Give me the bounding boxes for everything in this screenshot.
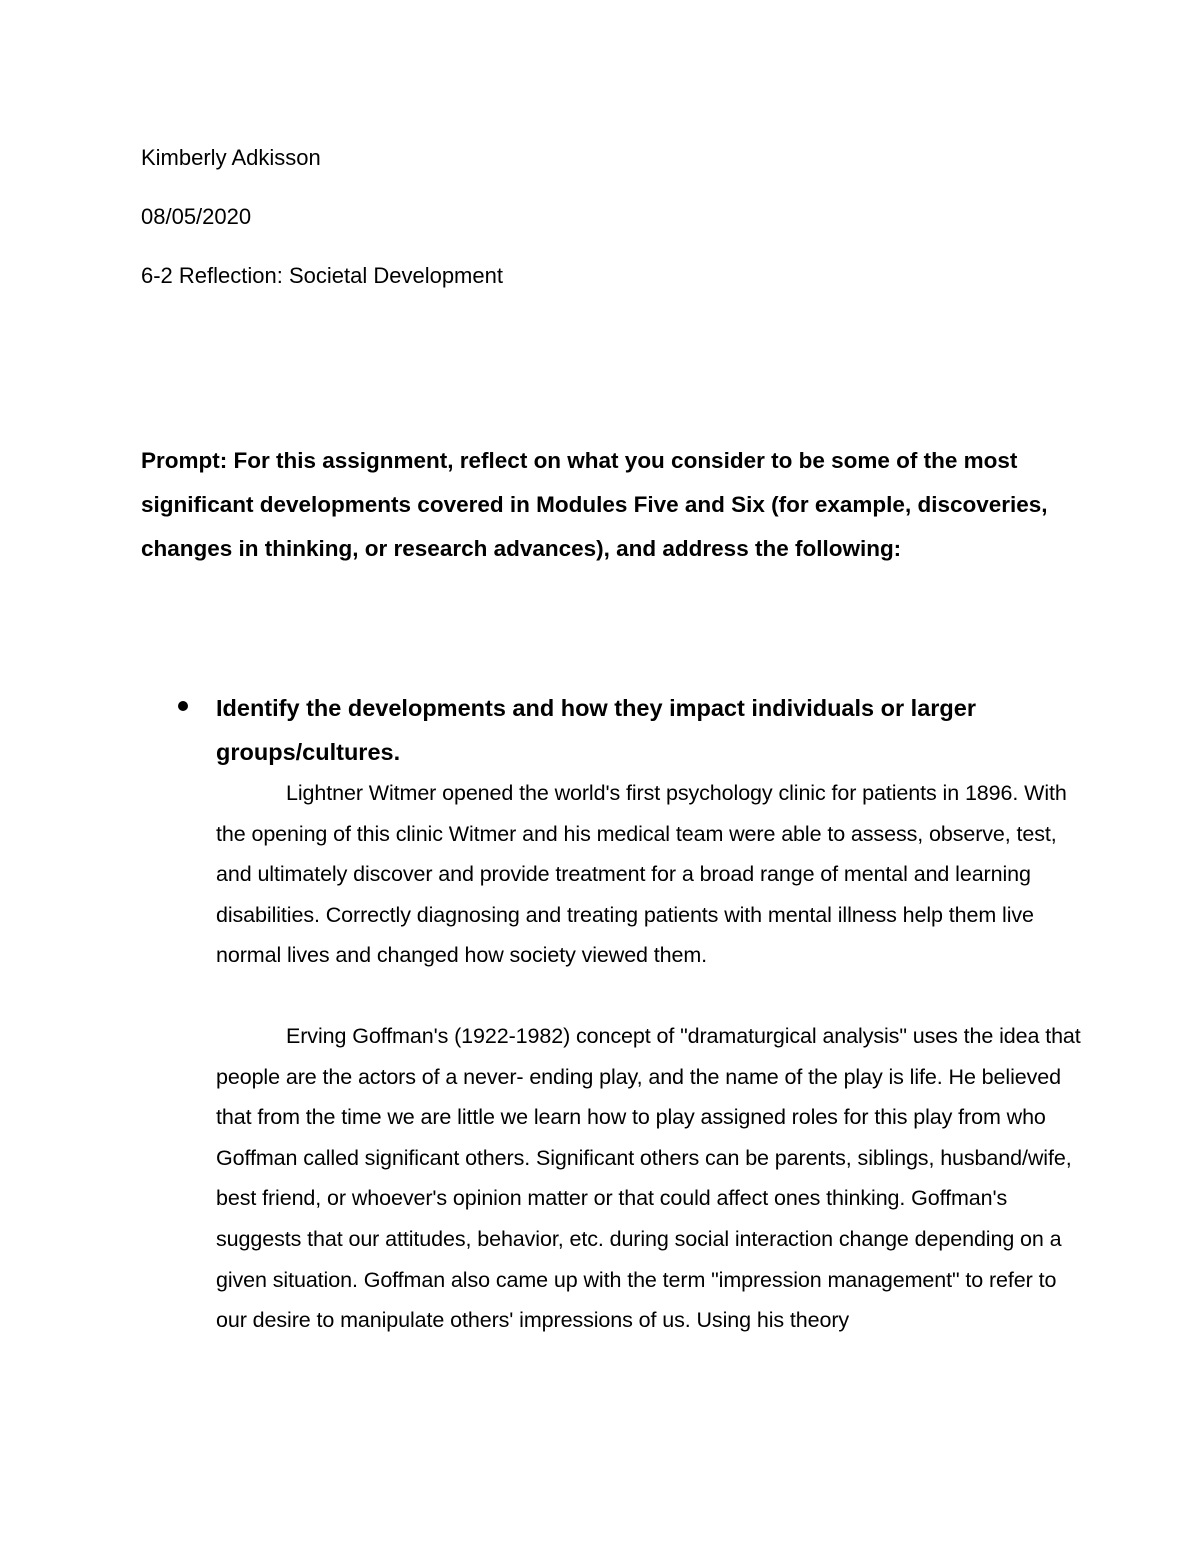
- assignment-prompt: Prompt: For this assignment, reflect on what you consider to be some of the most significant developments covered in Modules Five and Six (for example, discoveries, changes in thinking, or research advances), and address the following:: [141, 448, 1048, 561]
- body-paragraph: Lightner Witmer opened the world's first psychology clinic for patients in 1896. With the opening of this clinic Witmer and his medical team were able to assess, observe, test, and ultimately discover and provide treatment for a broad range of mental and learning disabilities. Correctly diagnosing and treating patients with mental illness help them live normal lives and changed how society viewed them.: [216, 781, 1067, 968]
- author-name: Kimberly Adkisson: [141, 145, 321, 170]
- bullet-icon: [178, 701, 188, 711]
- bullet-heading: Identify the developments and how they impact individuals or larger groups/cultures.: [216, 695, 976, 765]
- body-paragraph: Erving Goffman's (1922-1982) concept of "dramaturgical analysis" uses the idea that people are the actors of a never- ending play, and the name of the play is life. He believed that from the time we are little we learn how to play assigned roles for this play from who Goffman called significant others. Significant others can be parents, siblings, husband/wife, best friend, or whoever's opinion matter or that could affect ones thinking. Goffman's suggests that our attitudes, behavior, etc. during social interaction change depending on a given situation. Goffman also came up with the term "impression management" to refer to our desire to manipulate others' impressions of us. Using his theory: [216, 1024, 1081, 1333]
- document-date: 08/05/2020: [141, 204, 252, 229]
- document-title: 6-2 Reflection: Societal Development: [141, 263, 503, 288]
